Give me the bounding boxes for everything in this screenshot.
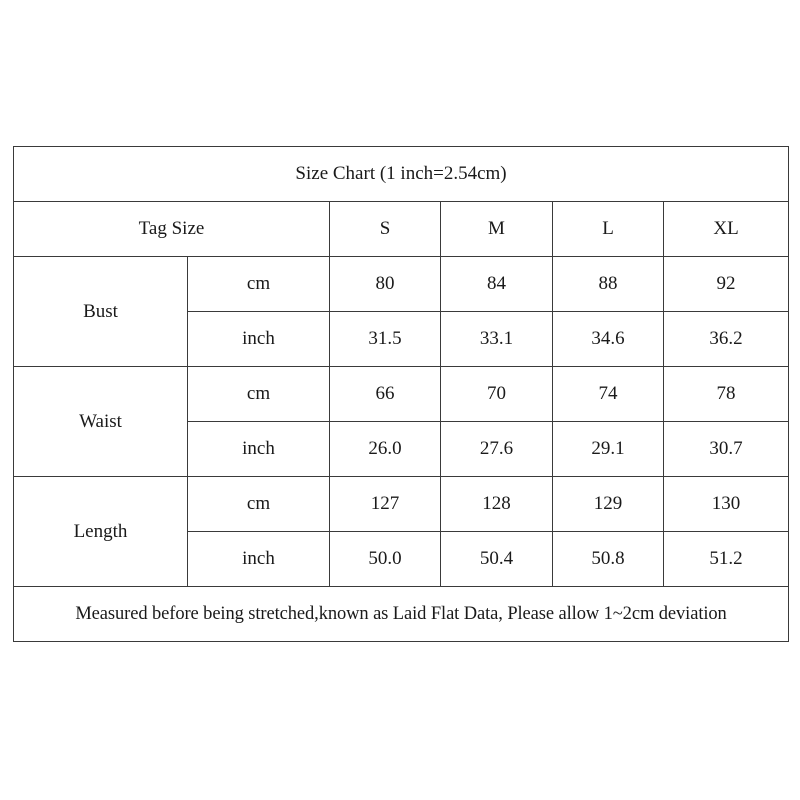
size-header-l: L — [553, 202, 664, 257]
value-cell: 78 — [664, 367, 789, 422]
value-cell: 33.1 — [441, 312, 553, 367]
value-cell: 34.6 — [553, 312, 664, 367]
unit-label: inch — [188, 312, 330, 367]
value-cell: 26.0 — [330, 422, 441, 477]
measurement-label-waist: Waist — [14, 367, 188, 477]
value-cell: 36.2 — [664, 312, 789, 367]
bust-cm-row — [14, 257, 789, 312]
value-cell: 92 — [664, 257, 789, 312]
value-cell: 30.7 — [664, 422, 789, 477]
footer-row — [14, 587, 789, 642]
size-chart-table — [13, 146, 789, 642]
value-cell: 128 — [441, 477, 553, 532]
title-row — [14, 147, 789, 202]
measurement-label-length: Length — [14, 477, 188, 587]
waist-cm-row — [14, 367, 789, 422]
value-cell: 50.0 — [330, 532, 441, 587]
value-cell: 31.5 — [330, 312, 441, 367]
value-cell: 129 — [553, 477, 664, 532]
size-header-m: M — [441, 202, 553, 257]
value-cell: 74 — [553, 367, 664, 422]
footer-note: Measured before being stretched,known as Laid Flat Data, Please allow 1~2cm deviation — [14, 587, 789, 642]
size-header-s: S — [330, 202, 441, 257]
size-header-xl: XL — [664, 202, 789, 257]
unit-label: cm — [188, 257, 330, 312]
value-cell: 84 — [441, 257, 553, 312]
value-cell: 66 — [330, 367, 441, 422]
value-cell: 70 — [441, 367, 553, 422]
table-title: Size Chart (1 inch=2.54cm) — [14, 147, 789, 202]
measurement-label-bust: Bust — [14, 257, 188, 367]
unit-label: cm — [188, 367, 330, 422]
value-cell: 130 — [664, 477, 789, 532]
length-cm-row — [14, 477, 789, 532]
value-cell: 51.2 — [664, 532, 789, 587]
unit-label: cm — [188, 477, 330, 532]
value-cell: 29.1 — [553, 422, 664, 477]
value-cell: 127 — [330, 477, 441, 532]
value-cell: 27.6 — [441, 422, 553, 477]
value-cell: 88 — [553, 257, 664, 312]
unit-label: inch — [188, 422, 330, 477]
value-cell: 50.4 — [441, 532, 553, 587]
tag-size-header: Tag Size — [14, 202, 330, 257]
value-cell: 50.8 — [553, 532, 664, 587]
header-row — [14, 202, 789, 257]
value-cell: 80 — [330, 257, 441, 312]
unit-label: inch — [188, 532, 330, 587]
